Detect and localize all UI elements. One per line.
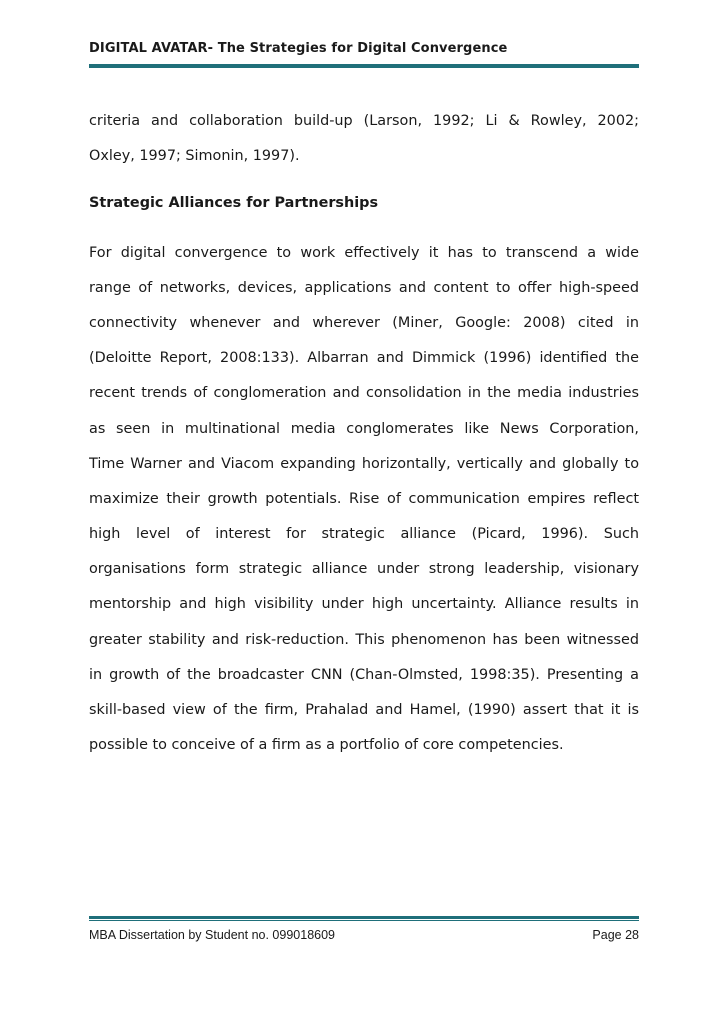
footer-rule: [89, 916, 639, 919]
text-line: in growth of the broadcaster CNN (Chan-Olmsted, 1998:35). Presenting a: [89, 666, 639, 683]
body-text: [89, 104, 639, 763]
text-line: recent trends of conglomeration and consolidation in the media industries: [89, 385, 639, 402]
text-line: range of networks, devices, applications and content to offer high-speed: [89, 279, 639, 296]
header-rule: [89, 64, 639, 68]
text-line: (Deloitte Report, 2008:133). Albarran and Dimmick (1996) identified the: [89, 350, 639, 367]
text-line: possible to conceive of a firm as a portfolio of core competencies.: [89, 737, 564, 754]
footer-rule-thin: [89, 920, 639, 921]
text-line: as seen in multinational media conglomerates like News Corporation,: [89, 420, 639, 437]
page-number: Page 28: [592, 928, 639, 942]
text-line: connectivity whenever and wherever (Miner, Google: 2008) cited in: [89, 314, 639, 331]
text-line: skill-based view of the firm, Prahalad and Hamel, (1990) assert that it is: [89, 702, 639, 718]
footer-author: MBA Dissertation by Student no. 099018609: [89, 928, 335, 942]
text-line: greater stability and risk-reduction. This phenomenon has been witnessed: [89, 631, 639, 648]
page-footer: [89, 916, 639, 943]
text-line: organisations form strategic alliance under strong leadership, visionary: [89, 561, 639, 578]
section-heading: Strategic Alliances for Partnerships: [89, 195, 379, 212]
text-line: maximize their growth potentials. Rise of communication empires reflect: [89, 490, 639, 507]
page-header: [89, 40, 639, 68]
text-line: For digital convergence to work effectively it has to transcend a wide: [89, 244, 639, 261]
header-title: DIGITAL AVATAR- The Strategies for Digital Convergence: [89, 41, 508, 56]
text-line: high level of interest for strategic alliance (Picard, 1996). Such: [89, 526, 639, 543]
text-line: criteria and collaboration build-up (Larson, 1992; Li & Rowley, 2002;: [89, 113, 639, 129]
text-line: mentorship and high visibility under high uncertainty. Alliance results in: [89, 596, 639, 613]
text-line: Oxley, 1997; Simonin, 1997).: [89, 148, 300, 165]
text-line: Time Warner and Viacom expanding horizontally, vertically and globally to: [89, 455, 639, 472]
